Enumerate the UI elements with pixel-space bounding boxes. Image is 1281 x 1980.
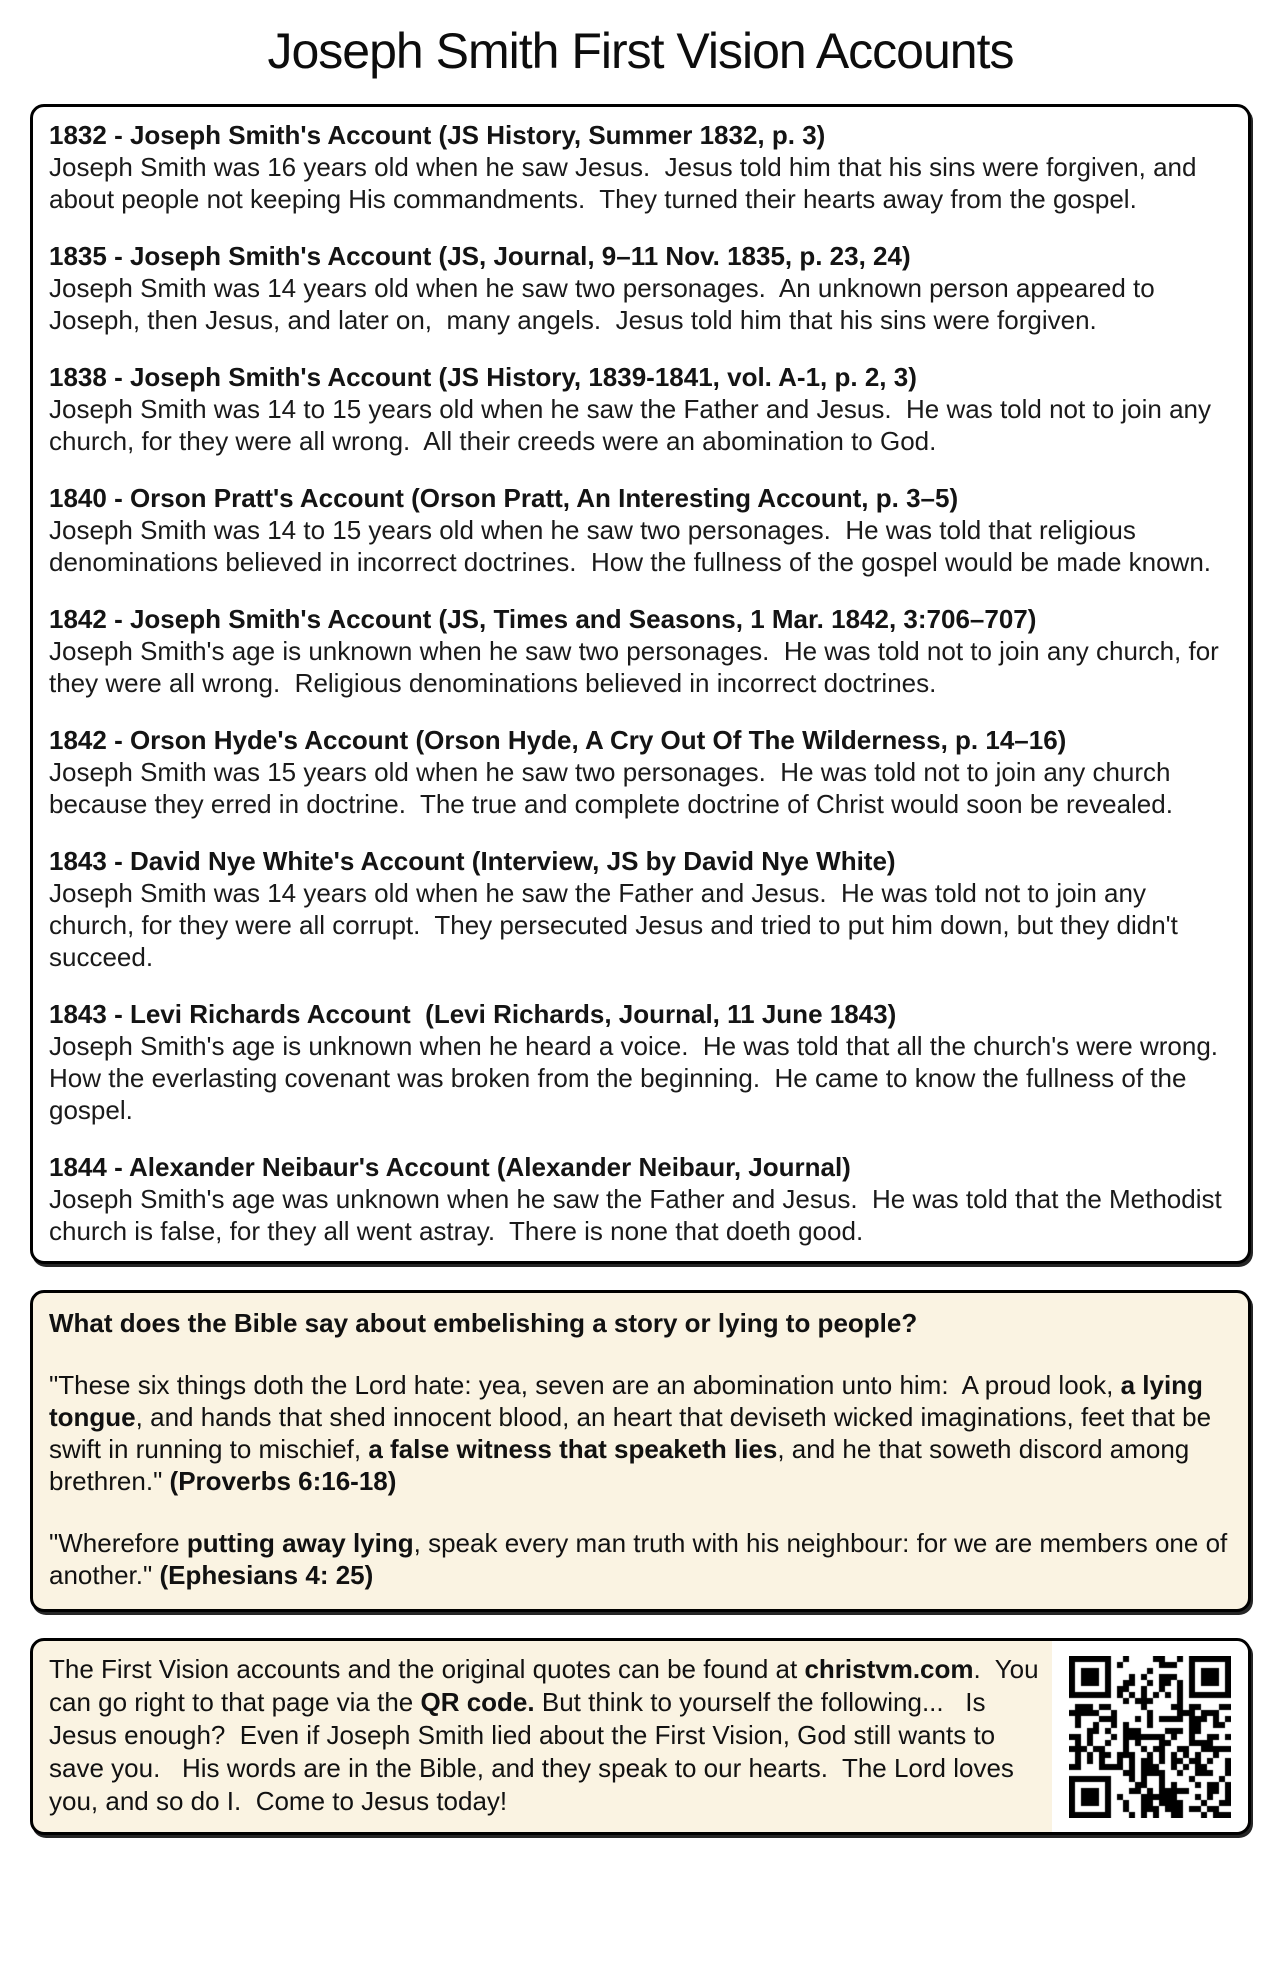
account-body: Joseph Smith's age is unknown when he saw two personages. He was told not to join any church, for they were all wrong. Religious denominations believed in incorrect doctrines.: [49, 636, 1227, 698]
account-heading: 1840 - Orson Pratt's Account (Orson Pratt, An Interesting Account, p. 3–5): [49, 483, 959, 513]
qr-panel: [1052, 1641, 1248, 1832]
text: The First Vision accounts and the original quotes can be found at: [49, 1654, 805, 1684]
account-entry: [49, 482, 1232, 578]
account-entry: [49, 240, 1232, 336]
text: "Wherefore: [49, 1528, 187, 1558]
text: But think to yourself the following... Is Jesus enough? Even if Joseph Smith lied about the First Vision, God still wants to save you. His words are in the Bible, and they speak to our hearts. The Lord loves you, and so do I. Come to Jesus today!: [49, 1687, 1022, 1816]
bold-text: a false witness that speaketh lies: [368, 1434, 778, 1464]
account-heading: 1842 - Joseph Smith's Account (JS, Times and Seasons, 1 Mar. 1842, 3:706–707): [49, 604, 1037, 634]
account-body: Joseph Smith was 16 years old when he saw Jesus. Jesus told him that his sins were forgiven, and about people not keeping His commandments. They turned their hearts away from the gospel.: [49, 152, 1204, 214]
bible-paragraph-1: [49, 1369, 1232, 1497]
account-entry: [49, 845, 1232, 973]
bible-box-heading: What does the Bible say about embelishing a story or lying to people?: [49, 1308, 918, 1338]
account-body: Joseph Smith's age was unknown when he saw the Father and Jesus. He was told that the Methodist church is false, for they all went astray. There is none that doeth good.: [49, 1184, 1229, 1246]
account-heading: 1842 - Orson Hyde's Account (Orson Hyde, A Cry Out Of The Wilderness, p. 14–16): [49, 725, 1067, 755]
bold-text: (Proverbs 6:16-18): [169, 1466, 397, 1496]
account-entry: [49, 998, 1232, 1126]
text: , speak every man truth with his neighbour: for we are members one of another.": [49, 1528, 1235, 1590]
account-body: Joseph Smith was 14 years old when he saw the Father and Jesus. He was told not to join any church, for they were all corrupt. They persecuted Jesus and tried to put him down, but they didn't succeed.: [49, 878, 1186, 972]
bible-paragraph-2: [49, 1527, 1235, 1591]
account-heading: 1843 - David Nye White's Account (Interview, JS by David Nye White): [49, 846, 896, 876]
bold-text: christvm.com: [804, 1654, 974, 1684]
account-body: Joseph Smith's age is unknown when he heard a voice. He was told that all the church's were wrong. How the everlasting covenant was broken from the beginning. He came to know the fullness of the gospel.: [49, 1031, 1233, 1125]
bible-box: [30, 1290, 1251, 1612]
account-entry: [49, 724, 1232, 820]
account-heading: 1838 - Joseph Smith's Account (JS History, 1839-1841, vol. A-1, p. 2, 3): [49, 362, 917, 392]
account-entry: [49, 603, 1232, 699]
account-body: Joseph Smith was 15 years old when he saw two personages. He was told not to join any church because they erred in doctrine. The true and complete doctrine of Christ would soon be revealed.: [49, 757, 1178, 819]
text: , and he that soweth discord among brethren.": [49, 1434, 1197, 1496]
account-entry: [49, 361, 1232, 457]
account-body: Joseph Smith was 14 years old when he saw two personages. An unknown person appeared to Joseph, then Jesus, and later on, many angels. Jesus told him that his sins were forgiven.: [49, 273, 1162, 335]
qr-code-icon: [1069, 1656, 1231, 1818]
accounts-list: [49, 119, 1232, 1247]
footer-text: [33, 1641, 1052, 1832]
bold-text: a lying tongue: [49, 1370, 1211, 1432]
bold-text: putting away lying: [186, 1528, 414, 1558]
account-body: Joseph Smith was 14 to 15 years old when he saw two personages. He was told that religious denominations believed in incorrect doctrines. How the fullness of the gospel would be made known.: [49, 515, 1212, 577]
bold-text: (Ephesians 4: 25): [159, 1560, 374, 1590]
text: , and hands that shed innocent blood, an heart that deviseth wicked imaginations, feet that be swift in running to mischief,: [49, 1402, 1219, 1464]
account-heading: 1843 - Levi Richards Account (Levi Richards, Journal, 11 June 1843): [49, 999, 897, 1029]
text: "These six things doth the Lord hate: yea, seven are an abomination unto him: A proud look,: [49, 1370, 1121, 1400]
bold-text: QR code.: [420, 1687, 535, 1717]
text: . You can go right to that page via the: [49, 1654, 1046, 1717]
account-entry: [49, 119, 1232, 215]
accounts-box: [30, 104, 1251, 1264]
account-heading: 1844 - Alexander Neibaur's Account (Alexander Neibaur, Journal): [49, 1152, 851, 1182]
account-heading: 1835 - Joseph Smith's Account (JS, Journal, 9–11 Nov. 1835, p. 23, 24): [49, 241, 911, 271]
account-body: Joseph Smith was 14 to 15 years old when he saw the Father and Jesus. He was told not to join any church, for they were all wrong. All their creeds were an abomination to God.: [49, 394, 1219, 456]
page-title: Joseph Smith First Vision Accounts: [267, 23, 1014, 79]
footer-box: [30, 1638, 1251, 1835]
account-entry: [49, 1151, 1232, 1247]
account-heading: 1832 - Joseph Smith's Account (JS History, Summer 1832, p. 3): [49, 120, 826, 150]
